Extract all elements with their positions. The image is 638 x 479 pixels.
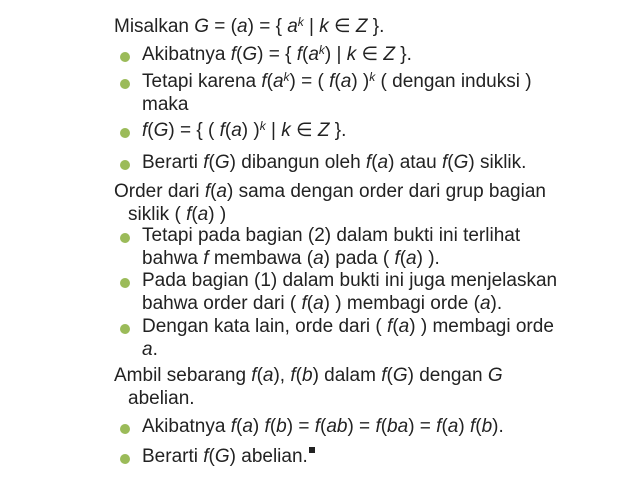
bullet-paragraph-8	[120, 270, 638, 315]
bullet-dot-icon	[120, 454, 130, 464]
bullet-paragraph-7	[120, 225, 638, 270]
bullet-dot-icon	[120, 278, 130, 288]
bullet-dot-icon	[120, 52, 130, 62]
text-line: Akibatnya f(a) f(b) = f(ab) = f(ba) = f(a) f(b).	[142, 416, 504, 437]
text-line: Akibatnya f(G) = { $f(a^k)$ | k ∈ Z }.	[142, 43, 412, 65]
text-line: Berarti f(G) abelian.	[142, 446, 638, 469]
text-line: bahwa f membawa (a) pada ( f(a) ).	[142, 247, 440, 269]
text-line: maka	[142, 93, 189, 115]
paragraph-1	[114, 16, 638, 39]
bullet-paragraph-5	[120, 152, 638, 175]
bullet-dot-icon	[120, 233, 130, 243]
bullet-dot-icon	[120, 79, 130, 89]
bullet-dot-icon	[120, 424, 130, 434]
bullet-paragraph-12	[120, 446, 638, 469]
text-line: a.	[142, 338, 158, 360]
bullet-paragraph-4	[120, 120, 638, 143]
text-line: Dengan kata lain, orde dari ( f(a) ) membagi orde	[142, 316, 554, 337]
bullet-paragraph-2	[120, 44, 638, 67]
text-line: Ambil sebarang f(a), f(b) dalam f(G) dengan G	[114, 365, 503, 386]
text-line: Tetapi pada bagian (2) dalam bukti ini terlihat	[142, 225, 521, 246]
text-line: Pada bagian (1) dalam bukti ini juga menjelaskan	[142, 270, 558, 291]
bullet-dot-icon	[120, 324, 130, 334]
text-line: Order dari f(a) sama dengan order dari grup bagian	[114, 181, 546, 202]
text-line: siklik ( f(a) )	[128, 203, 227, 225]
text-line: Misalkan G = (a) = { $a^k$ | k ∈ Z }.	[114, 15, 385, 37]
text-line: Berarti f(G) dibangun oleh f(a) atau f(G) siklik.	[142, 152, 527, 173]
bullet-paragraph-11	[120, 416, 638, 439]
bullet-paragraph-3	[120, 71, 638, 116]
text-line: abelian.	[128, 387, 195, 409]
text-line: f(G) = { ( f(a) )$^k$ | k ∈ Z }.	[142, 119, 347, 141]
paragraph-6	[114, 181, 638, 226]
bullet-paragraph-9	[120, 316, 638, 361]
bullet-dot-icon	[120, 160, 130, 170]
text-line: Tetapi karena $f(a^k)$ = ( f(a) )$^k$ ( dengan induksi )	[142, 70, 532, 92]
qed-square-icon	[309, 447, 315, 453]
text-line: bahwa order dari ( f(a) ) membagi orde (a).	[142, 292, 503, 314]
bullet-dot-icon	[120, 128, 130, 138]
paragraph-10	[114, 365, 638, 410]
